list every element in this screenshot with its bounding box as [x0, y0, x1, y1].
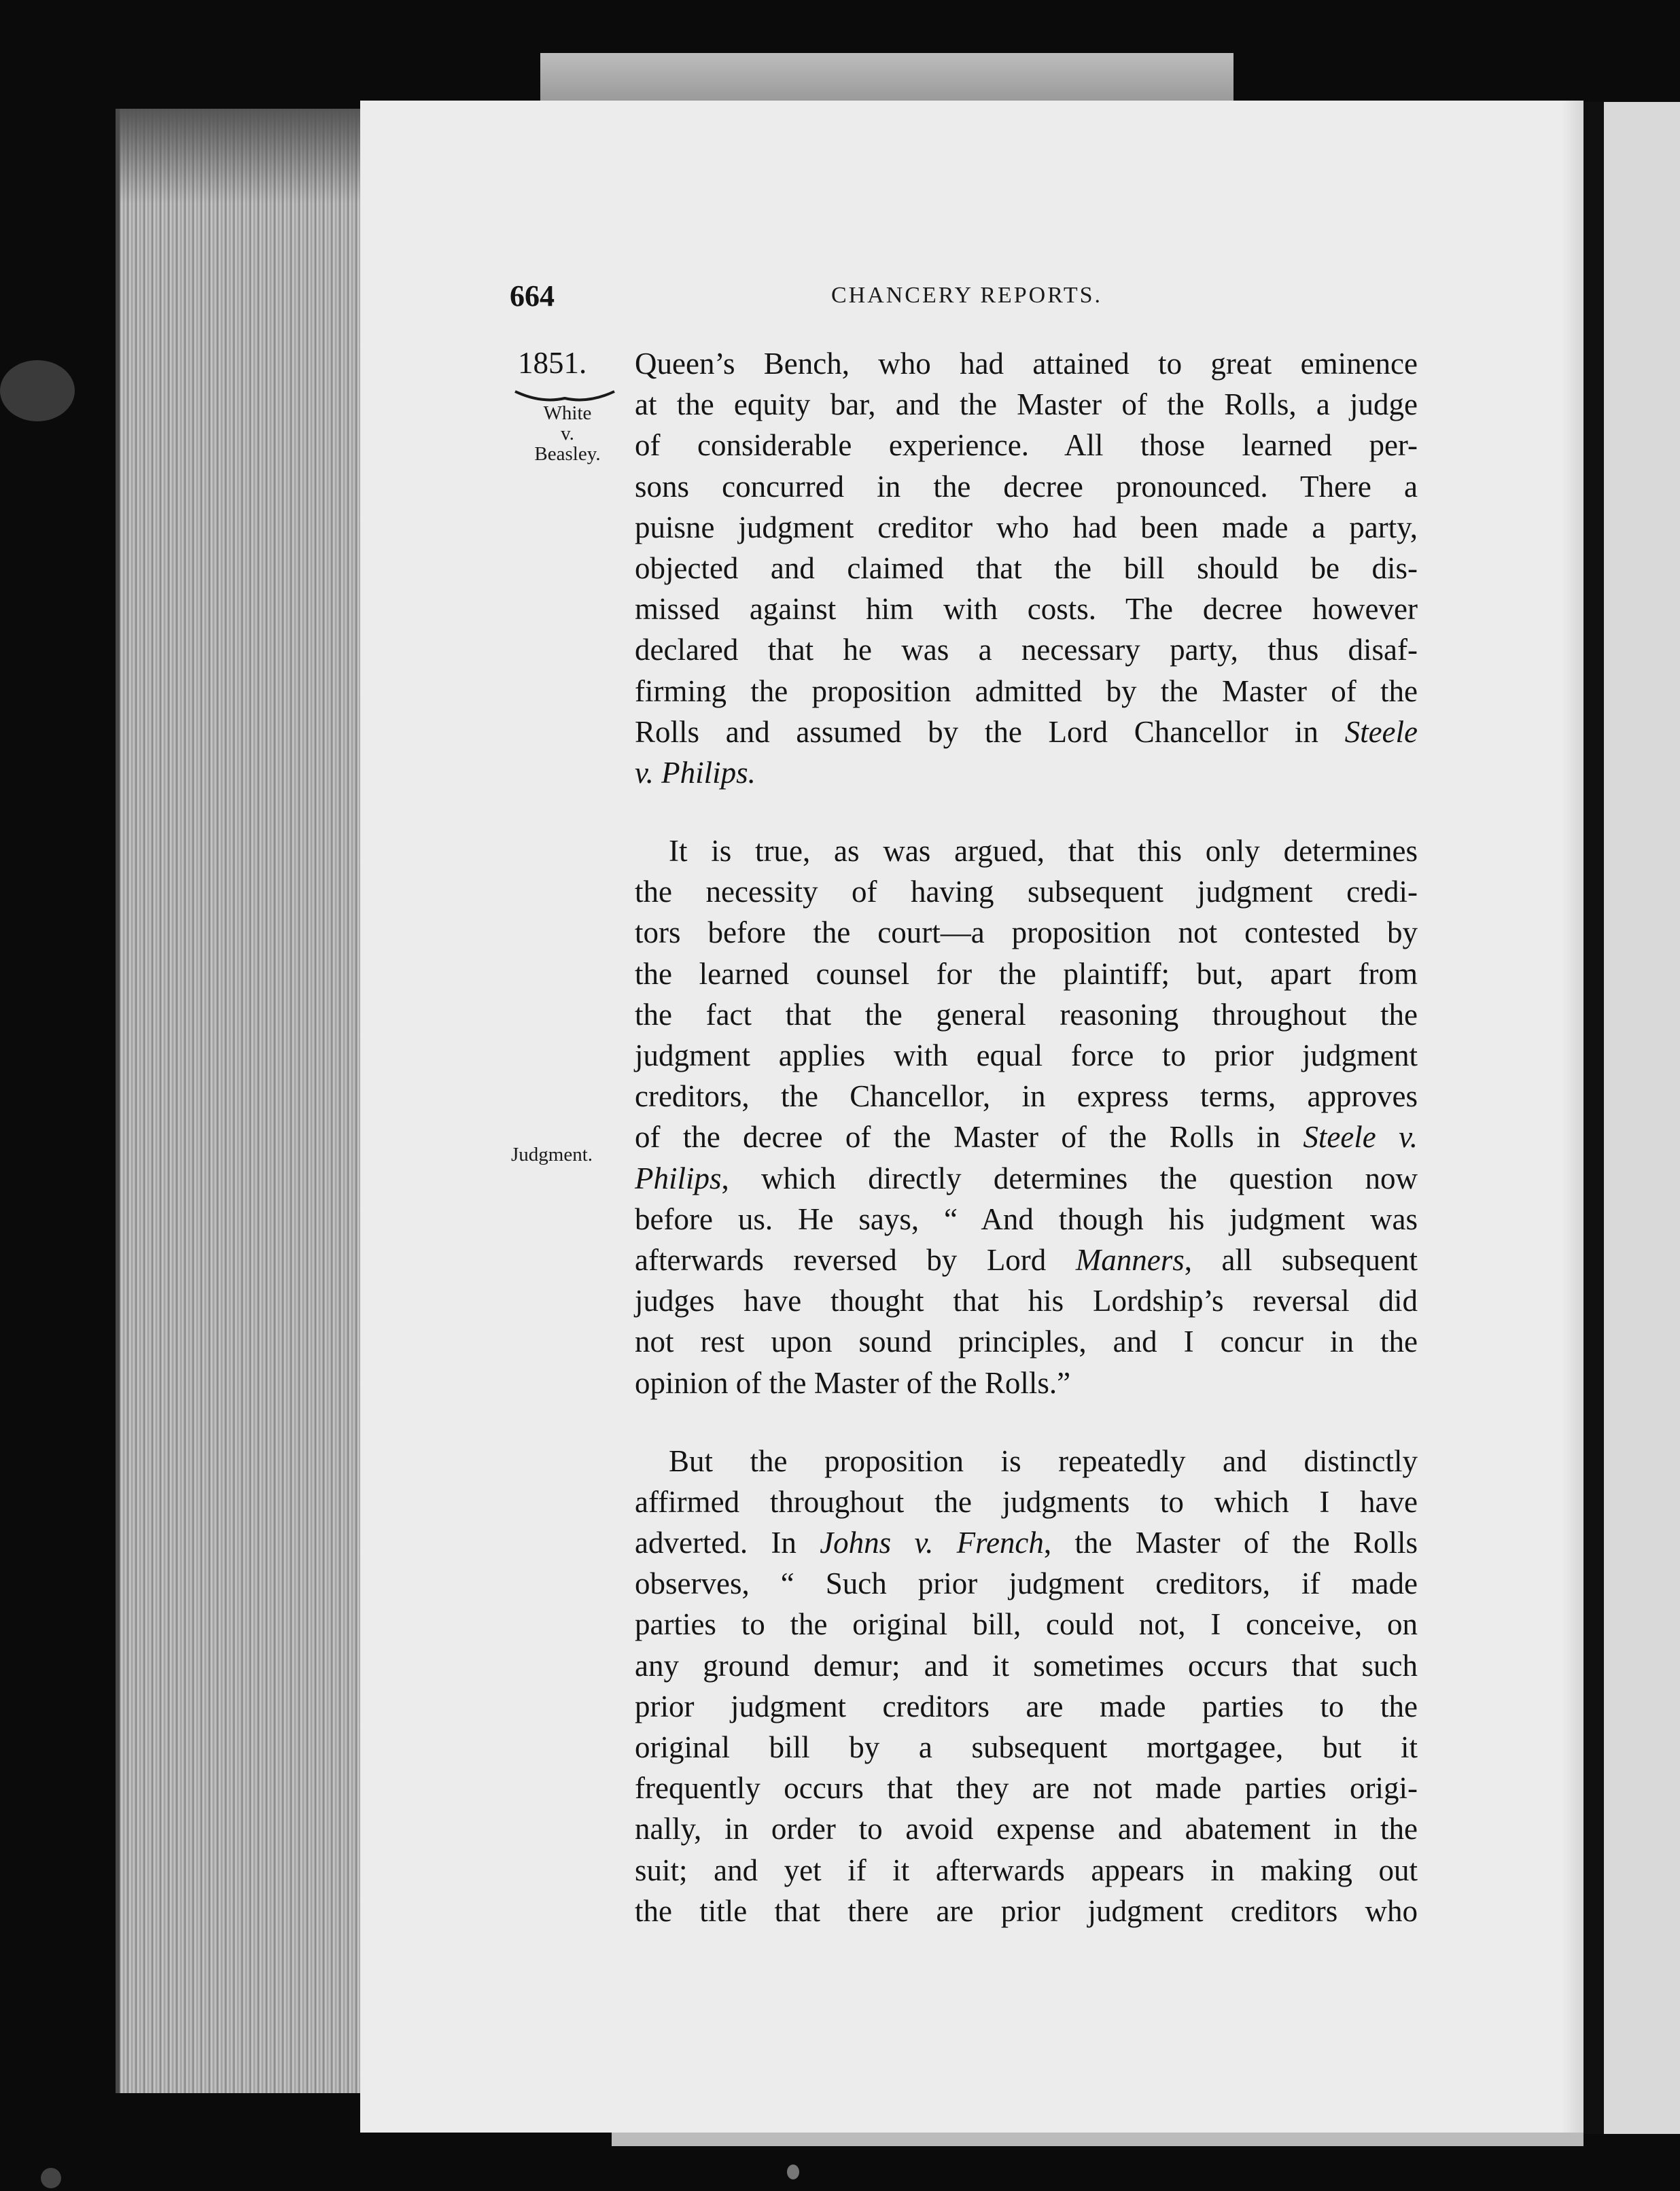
- text-line: declared that he was a necessary party, thus disaf-: [635, 633, 1418, 667]
- text-line: the title that there are prior judgment creditors who: [635, 1893, 1418, 1928]
- book-page-edges: [116, 109, 378, 2093]
- page-bottom-edge: [612, 2133, 1583, 2146]
- text-line: the learned counsel for the plaintiff; but, apart from: [635, 956, 1418, 991]
- text-line: puisne judgment creditor who had been made a party,: [635, 510, 1418, 544]
- text-line: of the decree of the Master of the Rolls in Steele v.: [635, 1120, 1418, 1155]
- text-line: opinion of the Master of the Rolls.”: [635, 1365, 1071, 1400]
- text-line: judges have thought that his Lordship’s reversal did: [635, 1284, 1418, 1318]
- scan-blemish: [41, 2168, 61, 2188]
- text-line: creditors, the Chancellor, in express terms, approves: [635, 1079, 1418, 1114]
- text-line: at the equity bar, and the Master of the Rolls, a judge: [635, 387, 1418, 422]
- margin-case-name: [517, 403, 618, 464]
- margin-note-judgment: Judgment.: [511, 1144, 593, 1165]
- text-line: sons concurred in the decree pronounced. There a: [635, 469, 1418, 504]
- margin-year: 1851.: [518, 346, 587, 380]
- text-line: before us. He says, “ And though his judgment was: [635, 1202, 1418, 1236]
- page-number: 664: [510, 279, 555, 313]
- page-shadow: [1562, 101, 1589, 2133]
- text-line: affirmed throughout the judgments to which I have: [635, 1484, 1418, 1519]
- section-title: CHANCERY REPORTS.: [830, 283, 1103, 308]
- scan-blemish: [0, 360, 75, 421]
- text-line: Queen’s Bench, who had attained to great eminence: [635, 347, 1418, 381]
- text-line: prior judgment creditors are made parties to the: [635, 1689, 1418, 1723]
- text-line: the fact that the general reasoning throughout the: [635, 997, 1418, 1032]
- text-line: of considerable experience. All those learned per-: [635, 428, 1418, 463]
- text-line: suit; and yet if it afterwards appears in making out: [635, 1853, 1418, 1887]
- text-line: objected and claimed that the bill should be dis-: [635, 550, 1418, 585]
- facing-page-edge: [1604, 102, 1680, 2134]
- paragraph: [635, 343, 1418, 793]
- margin-case-party: Beasley.: [534, 443, 601, 465]
- scan-blemish: [787, 2164, 799, 2179]
- text-line: tors before the court—a proposition not contested by: [635, 915, 1418, 950]
- text-line: missed against him with costs. The decree however: [635, 592, 1418, 627]
- paragraph: [635, 830, 1418, 1403]
- previous-page-edge: [540, 53, 1233, 101]
- text-line: the necessity of having subsequent judgment credi-: [635, 875, 1418, 909]
- running-head: [510, 279, 1424, 319]
- text-line: judgment applies with equal force to prior judgment: [635, 1038, 1418, 1072]
- paragraph: [635, 1441, 1418, 1931]
- text-line: afterwards reversed by Lord Manners, all subsequent: [635, 1242, 1418, 1277]
- text-line: observes, “ Such prior judgment creditors, if made: [635, 1566, 1418, 1601]
- text-line: adverted. In Johns v. French, the Master of the Rolls: [635, 1526, 1418, 1560]
- text-line: Philips, which directly determines the question now: [635, 1161, 1418, 1195]
- text-line: original bill by a subsequent mortgagee, but it: [635, 1730, 1418, 1764]
- margin-case-party: White: [543, 402, 592, 424]
- text-line: firming the proposition admitted by the Master of the: [635, 673, 1418, 708]
- text-line: frequently occurs that they are not made parties origi-: [635, 1771, 1418, 1806]
- body-text: [635, 343, 1418, 1931]
- text-line: any ground demur; and it sometimes occurs that such: [635, 1648, 1418, 1683]
- text-line: parties to the original bill, could not, I conceive, on: [635, 1607, 1418, 1642]
- text-line: not rest upon sound principles, and I concur in the: [635, 1325, 1418, 1359]
- text-line: nally, in order to avoid expense and abatement in the: [635, 1812, 1418, 1846]
- text-line: Rolls and assumed by the Lord Chancellor in Steele: [635, 714, 1418, 749]
- text-line: But the proposition is repeatedly and distinctly: [669, 1443, 1418, 1478]
- margin-case-versus: v.: [561, 423, 574, 444]
- text-line: v. Philips.: [635, 755, 756, 790]
- text-line: It is true, as was argued, that this only determines: [669, 834, 1418, 869]
